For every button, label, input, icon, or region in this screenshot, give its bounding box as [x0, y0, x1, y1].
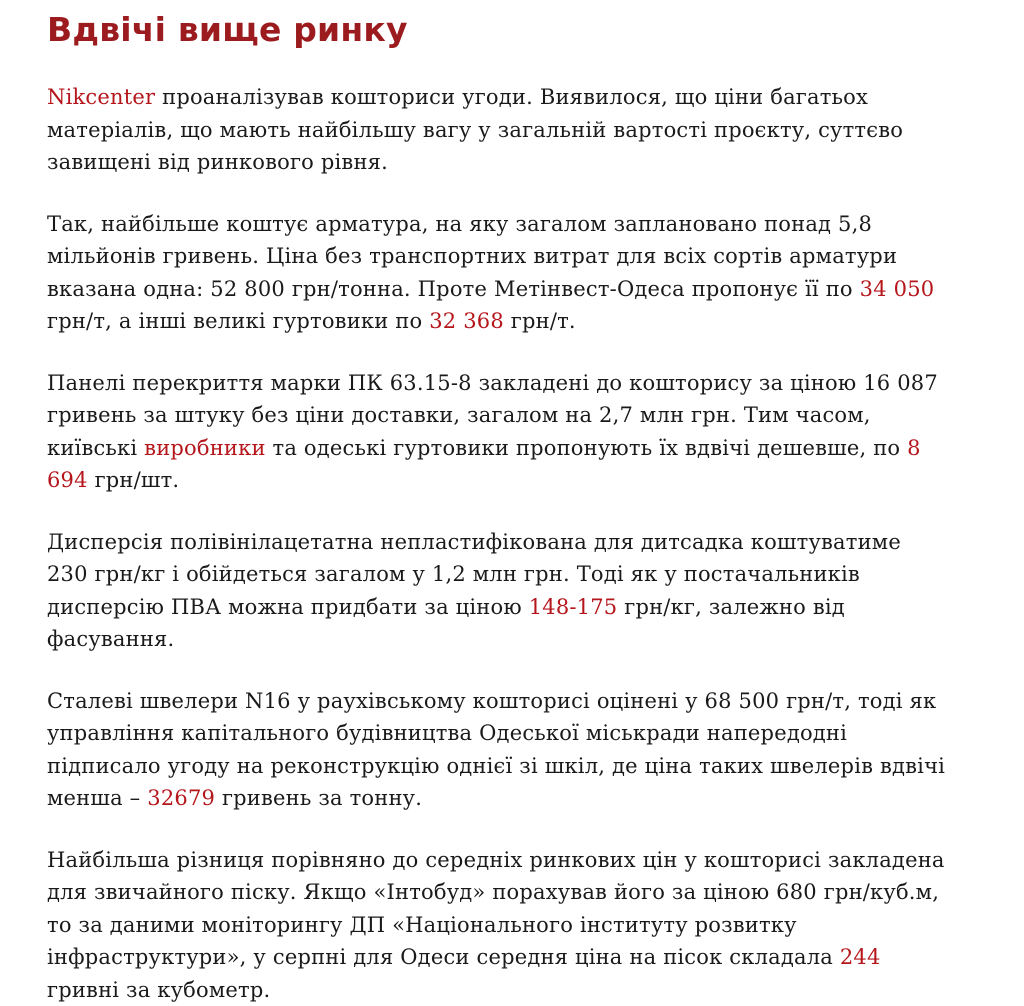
paragraph-text: Дисперсія полівінілацетатна непластифікована для дитсадка коштуватиме 230 грн/кг і обійдеться загалом у 1,2 млн грн. Тоді як у постачальників дисперсію ПВА можна придбати за ціною: [47, 530, 901, 619]
paragraph-panels: [47, 367, 947, 497]
paragraph-text: грн/кг, залежно від фасування.: [47, 595, 845, 652]
article: [47, 0, 947, 1006]
paragraph-text: гривні за кубометр.: [47, 978, 270, 1002]
paragraph-nikcenter-analysis: [47, 81, 947, 179]
paragraph-sand: [47, 844, 947, 1006]
paragraph-text: Панелі перекриття марки ПК 63.15-8 закладені до кошторису за ціною 16 087 гривень за штуку без ціни доставки, загалом на 2,7 млн грн. Тим часом, київські: [47, 371, 938, 460]
paragraph-text: грн/т, а інші великі гуртовики по: [47, 309, 429, 333]
manufacturers-link[interactable]: виробники: [144, 436, 265, 460]
metinvest-price-link[interactable]: 34 050: [860, 277, 935, 301]
paragraph-text: Сталеві швелери N16 у раухівському кошторисі оцінені у 68 500 грн/т, тоді як управління капітального будівництва Одеської міськради напередодні підписало угоду на реконструкцію однієї зі шкіл, де ціна таких швелерів вдвічі менша –: [47, 689, 945, 811]
channel-price-link[interactable]: 32679: [147, 786, 215, 810]
paragraph-text: Так, найбільше коштує арматура, на яку загалом заплановано понад 5,8 мільйонів гривень. Ціна без транспортних витрат для всіх сортів арматури вказана одна: 52 800 грн/тонна. Проте Метінвест-Одеса пропонує її по: [47, 212, 897, 301]
paragraph-text: проаналізував кошториси угоди. Виявилося, що ціни багатьох матеріалів, що мають найбільшу вагу у загальній вартості проєкту, суттєво завищені від ринкового рівня.: [47, 85, 903, 174]
paragraph-rebar: [47, 208, 947, 338]
paragraph-dispersion: [47, 526, 947, 656]
panel-price-link[interactable]: 8 694: [47, 436, 921, 493]
paragraph-channels: [47, 685, 947, 815]
sand-price-link[interactable]: 244: [840, 945, 881, 969]
paragraph-text: грн/шт.: [88, 468, 180, 492]
paragraph-text: та одеські гуртовики пропонують їх вдвічі дешевше, по: [266, 436, 908, 460]
paragraph-text: Найбільша різниця порівняно до середніх ринкових цін у кошторисі закладена для звичайного піску. Якщо «Інтобуд» порахував його за ціною 680 грн/куб.м, то за даними моніторингу ДП «Національного інституту розвитку інфраструктури», у серпні для Одеси середня ціна на пісок складала: [47, 848, 945, 970]
pva-price-link[interactable]: 148-175: [529, 595, 618, 619]
nikcenter-link[interactable]: Nikcenter: [47, 85, 155, 109]
paragraph-text: гривень за тонну.: [215, 786, 422, 810]
wholesalers-price-link[interactable]: 32 368: [429, 309, 504, 333]
section-heading: Вдвічі вище ринку: [47, 8, 947, 52]
paragraph-text: грн/т.: [504, 309, 576, 333]
